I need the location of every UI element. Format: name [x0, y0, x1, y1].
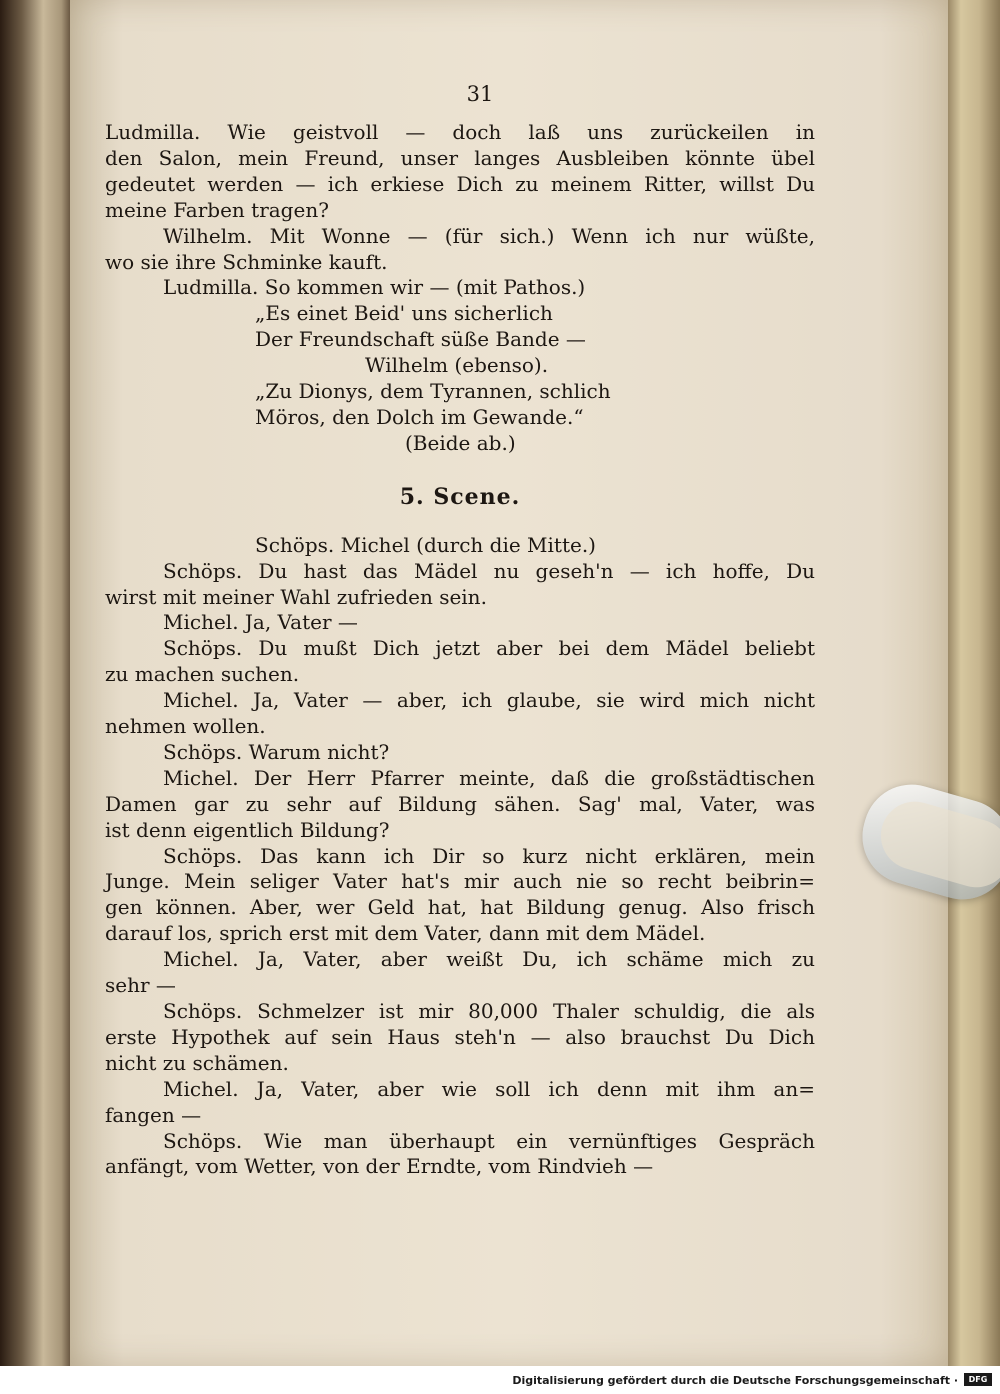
text-line: Ludmilla. Wie geistvoll — doch laß uns zurückeilen in	[105, 120, 815, 144]
text-line: Schöps. Michel (durch die Mitte.)	[255, 532, 596, 557]
text-line: Wilhelm. Mit Wonne — (für sich.) Wenn ich nur wüßte,	[163, 223, 815, 248]
funding-credit: Digitalisierung gefördert durch die Deutsche Forschungsgemeinschaft ·	[512, 1374, 958, 1387]
text-line: fangen —	[105, 1102, 202, 1127]
text-line: wirst mit meiner Wahl zufrieden sein.	[105, 584, 487, 609]
text-line: Michel. Ja, Vater, aber weißt Du, ich schäme mich zu	[163, 947, 815, 972]
verse-line: Wilhelm (ebenso).	[365, 353, 549, 378]
text-line: den Salon, mein Freund, unser langes Ausbleiben könnte übel	[105, 145, 815, 170]
text-line: Michel. Ja, Vater — aber, ich glaube, sie wird mich nicht	[163, 688, 815, 713]
verse-line: Möros, den Dolch im Gewande.“	[255, 404, 584, 429]
text-line: Junge. Mein seliger Vater hat's mir auch nie so recht beibrin=	[105, 869, 815, 894]
text-line: Ludmilla. So kommen wir — (mit Pathos.)	[163, 275, 586, 300]
text-line: Schöps. Das kann ich Dir so kurz nicht erklären, mein	[163, 843, 815, 868]
text-line: Schöps. Du hast das Mädel nu geseh'n — ich hoffe, Du	[163, 558, 815, 583]
text-line: Damen gar zu sehr auf Bildung sähen. Sag' mal, Vater, was	[105, 791, 815, 816]
text-line: zu machen suchen.	[105, 662, 300, 687]
dfg-logo: DFG	[964, 1373, 992, 1386]
text-line: sehr —	[105, 973, 176, 998]
text-line: Michel. Ja, Vater, aber wie soll ich denn mit ihm an=	[163, 1076, 815, 1101]
footer-bar	[0, 1366, 1000, 1394]
page-text	[105, 120, 815, 1180]
book-right-edge	[948, 0, 1000, 1366]
text-line: ist denn eigentlich Bildung?	[105, 817, 390, 842]
text-line: darauf los, sprich erst mit dem Vater, dann mit dem Mädel.	[105, 921, 706, 946]
text-line: gen können. Aber, wer Geld hat, hat Bildung genug. Also frisch	[105, 895, 815, 920]
book-left-edge	[0, 0, 72, 1366]
text-line: Schöps. Wie man überhaupt ein vernünftiges Gespräch	[163, 1128, 815, 1153]
scene-heading: 5. Scene.	[399, 483, 521, 510]
text-line: wo sie ihre Schminke kauft.	[105, 249, 388, 274]
text-line: erste Hypothek auf sein Haus steh'n — also brauchst Du Dich	[105, 1024, 815, 1049]
page-number: 31	[466, 82, 494, 106]
text-line: gedeutet werden — ich erkiese Dich zu meinem Ritter, willst Du	[105, 171, 815, 196]
stage-direction: (Beide ab.)	[405, 430, 516, 455]
verse-line: „Es einet Beid' uns sicherlich	[255, 301, 553, 326]
text-line: meine Farben tragen?	[105, 197, 329, 222]
text-line: nicht zu schämen.	[105, 1050, 289, 1075]
text-line: Michel. Ja, Vater —	[163, 610, 358, 635]
verse-line: „Zu Dionys, dem Tyrannen, schlich	[255, 379, 611, 404]
verse-line: Der Freundschaft süße Bande —	[255, 327, 586, 352]
text-line: nehmen wollen.	[105, 714, 266, 739]
page-clip-inner	[873, 794, 1000, 896]
text-line: Michel. Der Herr Pfarrer meinte, daß die großstädtischen	[163, 765, 815, 790]
text-line: anfängt, vom Wetter, von der Erndte, vom Rindvieh —	[105, 1154, 654, 1179]
text-line: Schöps. Du mußt Dich jetzt aber bei dem Mädel beliebt	[163, 636, 815, 661]
text-line: Schöps. Warum nicht?	[163, 739, 390, 764]
text-line: Schöps. Schmelzer ist mir 80,000 Thaler schuldig, die als	[163, 999, 815, 1023]
